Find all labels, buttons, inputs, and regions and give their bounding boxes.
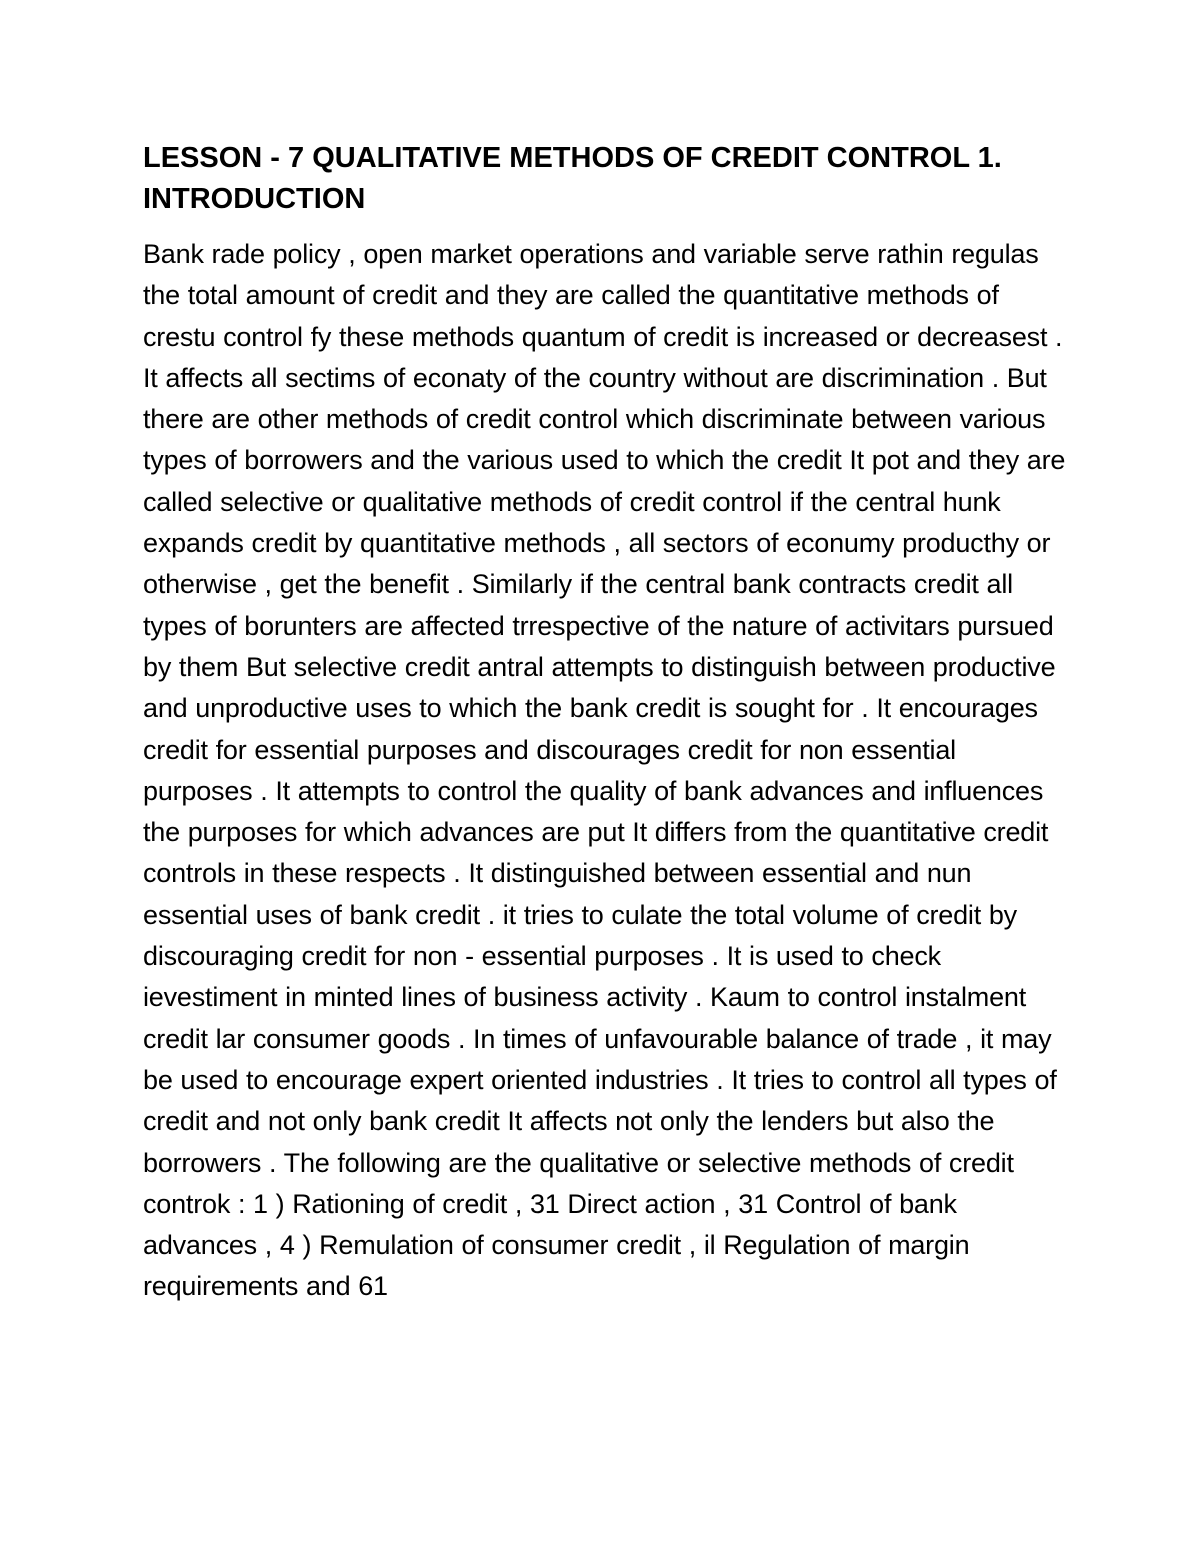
- introduction-paragraph: Bank rade policy , open market operations and variable serve rathin regulas the total amount of credit and they are called the quantitative methods of crestu control fy these methods quantum of credit is increased or decreasest . It affects all sectims of econaty of the country without are discrimination . But there are other methods of credit control which discriminate between various types of borrowers and the various used to which the credit It pot and they are called selective or qualitative methods of credit control if the central hunk expands credit by quantitative methods , all sectors of econumy producthy or otherwise , get the benefit . Similarly if the central bank contracts credit all types of borunters are affected trrespective of the nature of activitars pursued by them But selective credit antral attempts to distinguish between productive and unproductive uses to which the bank credit is sought for . It encourages credit for essential purposes and discourages credit for non essential purposes . It attempts to control the quality of bank advances and influences the purposes for which advances are put It differs from the quantitative credit controls in these respects . It distinguished between essential and nun essential uses of bank credit . it tries to culate the total volume of credit by discouraging credit for non - essential purposes . It is used to check ievestiment in minted lines of business activity . Kaum to control instalment credit lar consumer goods . In times of unfavourable balance of trade , it may be used to encourage expert oriented industries . It tries to control all types of credit and not only bank credit It affects not only the lenders but also the borrowers . The following are the qualitative or selective methods of credit controk : 1 ) Rationing of credit , 31 Direct action , 31 Control of bank advances , 4 ) Remulation of consumer credit , il Regulation of margin requirements and 61: [143, 239, 1066, 1302]
- page-content: [143, 138, 1068, 1308]
- lesson-title: LESSON - 7 QUALITATIVE METHODS OF CREDIT CONTROL 1. INTRODUCTION: [143, 142, 1002, 215]
